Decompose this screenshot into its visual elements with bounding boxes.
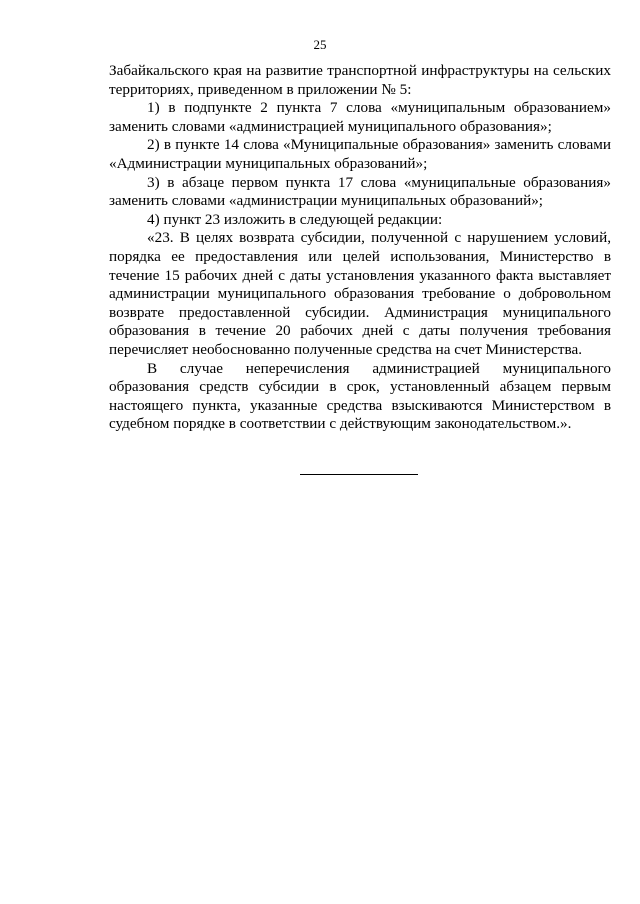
end-of-text-rule — [300, 474, 418, 475]
page-number: 25 — [313, 37, 327, 52]
paragraph-item-2: 2) в пункте 14 слова «Муниципальные образования» заменить словами «Администрации муниципальных образований»; — [109, 136, 611, 172]
paragraph-item-3: 3) в абзаце первом пункта 17 слова «муниципальные образования» заменить словами «администрации муниципальных образований»; — [109, 173, 611, 210]
paragraph-clause-23-second: В случае неперечисления администрацией муниципального образования средств субсидии в срок, установленный абзацем первым настоящего пункта, указанные средства взыскиваются Министерством в судебном порядке в соответствии с действующим законодательством.». — [109, 359, 611, 433]
paragraph-intro: Забайкальского края на развитие транспортной инфраструктуры на сельских территориях, приведенном в приложении № 5: — [109, 62, 611, 98]
paragraph-item-4: 4) пункт 23 изложить в следующей редакции: — [147, 210, 443, 228]
paragraph-item-1: 1) в подпункте 2 пункта 7 слова «муниципальным образованием» заменить словами «администрацией муниципального образования»; — [109, 99, 611, 135]
document-body — [109, 62, 611, 434]
paragraph-clause-23: «23. В целях возврата субсидии, полученной с нарушением условий, порядка ее предоставления или целей использования, Министерство в течение 15 рабочих дней с даты установления указанного факта выставляет администрации муниципального образования требование о добровольном возврате предоставленной субсидии. Администрация муниципального образования в течение 20 рабочих дней с даты получения требования перечисляет необоснованно полученные средства на счет Министерства. — [109, 229, 611, 358]
